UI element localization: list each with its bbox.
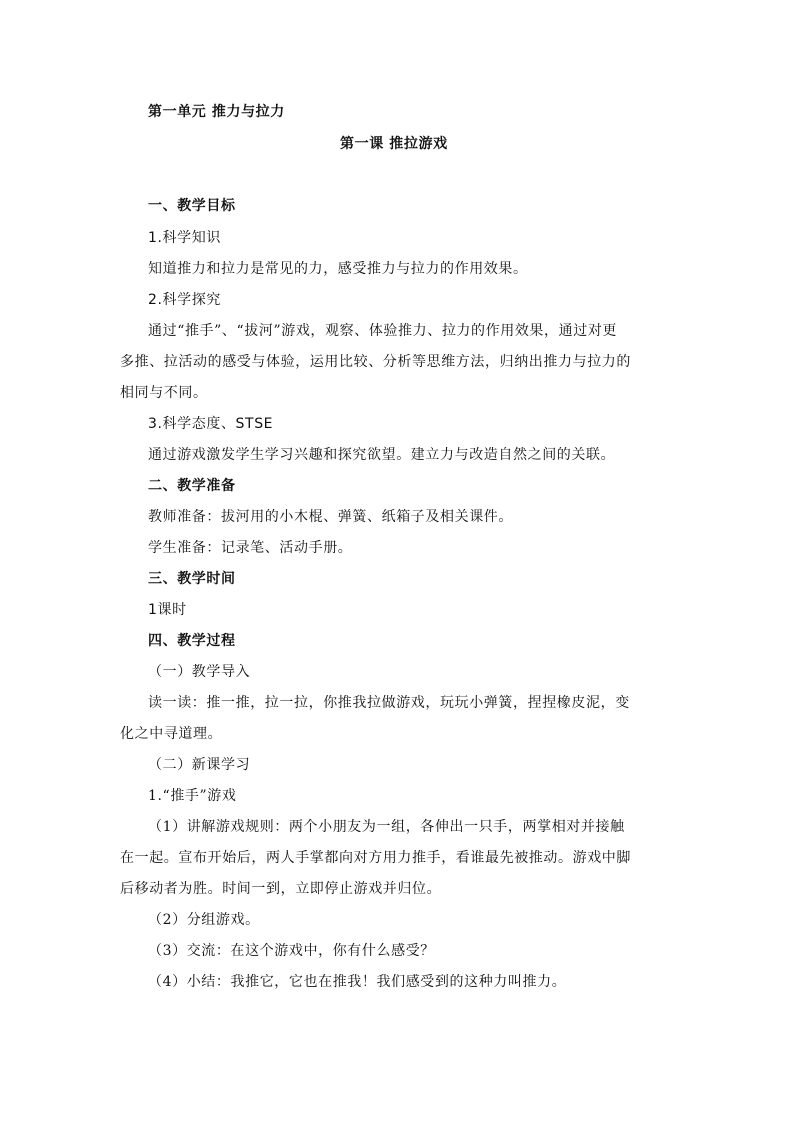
teaching-time: 1课时 [148, 602, 187, 618]
objective-2-text-line-3: 相同与不同。 [120, 385, 208, 401]
game-1-step-4: （4）小结：我推它，它也在推我！我们感受到的这种力叫推力。 [148, 974, 567, 990]
game-1-step-2: （2）分组游戏。 [148, 912, 260, 928]
game-1-step-1-line-1: （1）讲解游戏规则：两个小朋友为一组，各伸出一只手，两掌相对并接触 [148, 819, 625, 835]
section-1-heading: 一、教学目标 [148, 198, 236, 214]
intro-text-line-2: 化之中寻道理。 [120, 726, 223, 742]
unit-title: 第一单元 推力与拉力 [148, 104, 285, 120]
objective-2-title: 2.科学探究 [148, 292, 221, 308]
section-4-heading: 四、教学过程 [148, 633, 236, 649]
game-1-step-3: （3）交流：在这个游戏中，你有什么感受？ [148, 943, 435, 959]
objective-2-text-line-1: 通过“推手”、“拔河”游戏，观察、体验推力、拉力的作用效果，通过对更 [148, 323, 618, 339]
objective-1-title: 1.科学知识 [148, 230, 221, 246]
process-part-1-title: （一）教学导入 [148, 664, 251, 680]
objective-2-text-line-2: 多推、拉活动的感受与体验，运用比较、分析等思维方法，归纳出推力与拉力的 [120, 354, 631, 370]
game-1-step-1-line-2: 在一起。宣布开始后，两人手掌都向对方用力推手，看谁最先被推动。游戏中脚 [120, 850, 631, 866]
student-preparation: 学生准备：记录笔、活动手册。 [148, 540, 353, 556]
objective-3-title: 3.科学态度、STSE [148, 416, 274, 432]
game-1-title: 1.“推手”游戏 [148, 788, 237, 804]
section-2-heading: 二、教学准备 [148, 478, 236, 494]
objective-3-text: 通过游戏激发学生学习兴趣和探究欲望。建立力与改造自然之间的关联。 [148, 447, 616, 463]
process-part-2-title: （二）新课学习 [148, 757, 251, 773]
game-1-step-1-line-3: 后移动者为胜。时间一到，立即停止游戏并归位。 [120, 881, 442, 897]
objective-1-text: 知道推力和拉力是常见的力，感受推力与拉力的作用效果。 [148, 261, 528, 277]
intro-text-line-1: 读一读：推一推，拉一拉，你推我拉做游戏，玩玩小弹簧，捏捏橡皮泥，变 [148, 695, 630, 711]
lesson-title: 第一课 推拉游戏 [340, 136, 448, 152]
teacher-preparation: 教师准备：拔河用的小木棍、弹簧、纸箱子及相关课件。 [148, 509, 513, 525]
section-3-heading: 三、教学时间 [148, 571, 236, 587]
